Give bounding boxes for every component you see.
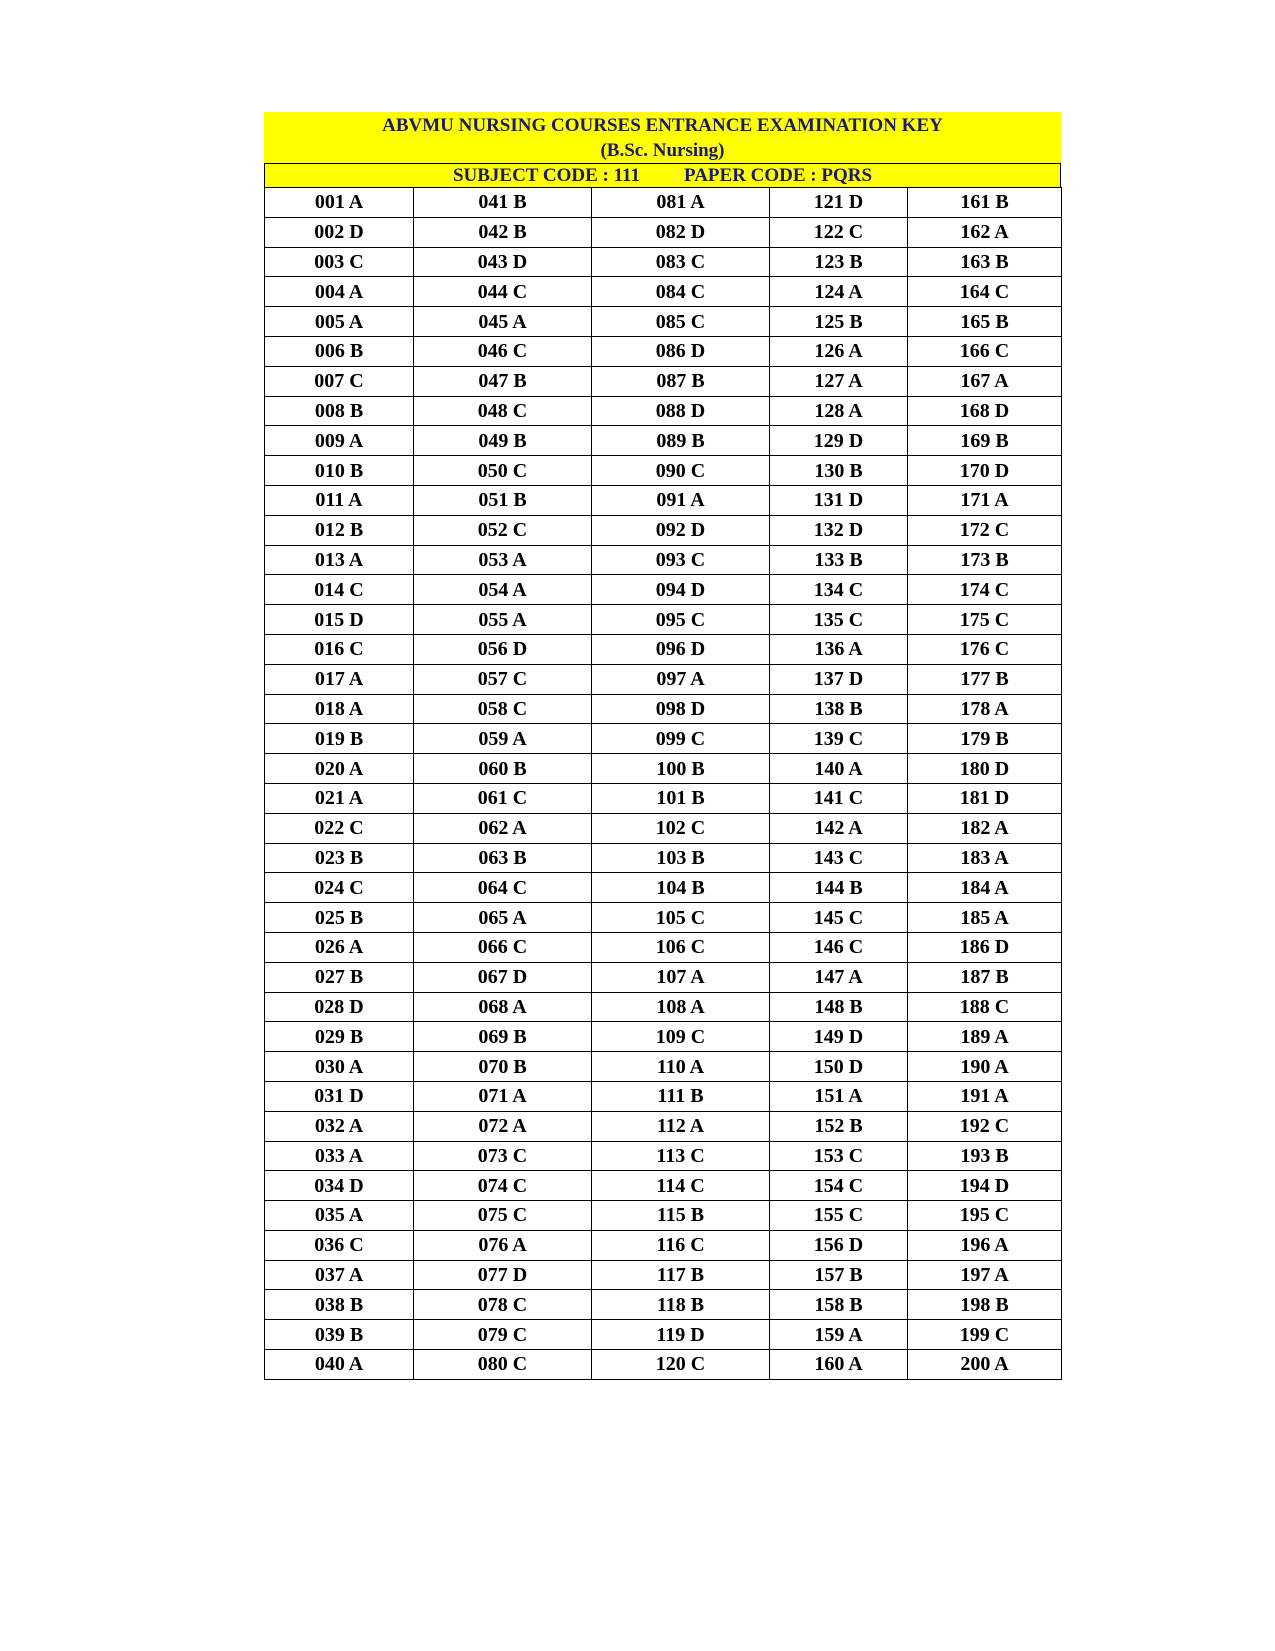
table-row [265, 277, 1062, 307]
answer-cell: 121 D [770, 188, 908, 218]
answer-cell: 016 C [265, 634, 414, 664]
answer-cell: 098 D [592, 694, 770, 724]
answer-cell: 079 C [414, 1320, 592, 1350]
answer-cell: 199 C [908, 1320, 1062, 1350]
answer-cell: 029 B [265, 1022, 414, 1052]
answer-cell: 062 A [414, 813, 592, 843]
answer-cell: 176 C [908, 634, 1062, 664]
answer-cell: 041 B [414, 188, 592, 218]
answer-cell: 085 C [592, 307, 770, 337]
answer-cell: 123 B [770, 247, 908, 277]
answer-cell: 145 C [770, 903, 908, 933]
answer-cell: 112 A [592, 1111, 770, 1141]
table-row [265, 1230, 1062, 1260]
table-row [265, 426, 1062, 456]
answer-cell: 052 C [414, 515, 592, 545]
answer-cell: 017 A [265, 664, 414, 694]
answer-cell: 161 B [908, 188, 1062, 218]
table-row [265, 754, 1062, 784]
answer-cell: 063 B [414, 843, 592, 873]
answer-cell: 110 A [592, 1052, 770, 1082]
table-row [265, 545, 1062, 575]
answer-cell: 095 C [592, 605, 770, 635]
answer-cell: 185 A [908, 903, 1062, 933]
subject-code: SUBJECT CODE : 111 [452, 165, 640, 186]
answer-cell: 134 C [770, 575, 908, 605]
answer-cell: 147 A [770, 962, 908, 992]
answer-cell: 045 A [414, 307, 592, 337]
table-row [265, 1260, 1062, 1290]
answer-cell: 135 C [770, 605, 908, 635]
answer-cell: 163 B [908, 247, 1062, 277]
table-row [265, 1320, 1062, 1350]
answer-cell: 033 A [265, 1141, 414, 1171]
answer-cell: 180 D [908, 754, 1062, 784]
table-row [265, 1201, 1062, 1231]
answer-cell: 073 C [414, 1141, 592, 1171]
answer-key-sheet [264, 112, 1061, 1380]
answer-cell: 024 C [265, 873, 414, 903]
answer-cell: 131 D [770, 485, 908, 515]
answer-cell: 039 B [265, 1320, 414, 1350]
answer-cell: 047 B [414, 366, 592, 396]
answer-cell: 128 A [770, 396, 908, 426]
answer-cell: 130 B [770, 456, 908, 486]
table-row [265, 366, 1062, 396]
answer-cell: 159 A [770, 1320, 908, 1350]
answer-cell: 003 C [265, 247, 414, 277]
answer-cell: 081 A [592, 188, 770, 218]
answer-cell: 055 A [414, 605, 592, 635]
answer-cell: 190 A [908, 1052, 1062, 1082]
answer-cell: 105 C [592, 903, 770, 933]
answer-cell: 152 B [770, 1111, 908, 1141]
answer-cell: 044 C [414, 277, 592, 307]
table-row [265, 1290, 1062, 1320]
answer-cell: 193 B [908, 1141, 1062, 1171]
answer-cell: 099 C [592, 724, 770, 754]
answer-cell: 051 B [414, 485, 592, 515]
answer-cell: 144 B [770, 873, 908, 903]
table-row [265, 575, 1062, 605]
answer-cell: 030 A [265, 1052, 414, 1082]
answer-cell: 014 C [265, 575, 414, 605]
answer-cell: 107 A [592, 962, 770, 992]
answer-cell: 013 A [265, 545, 414, 575]
answer-cell: 007 C [265, 366, 414, 396]
answer-cell: 168 D [908, 396, 1062, 426]
answer-cell: 146 C [770, 932, 908, 962]
answer-cell: 043 D [414, 247, 592, 277]
answer-cell: 189 A [908, 1022, 1062, 1052]
answer-cell: 087 B [592, 366, 770, 396]
answer-cell: 074 C [414, 1171, 592, 1201]
answer-cell: 155 C [770, 1201, 908, 1231]
codes-row [264, 163, 1061, 187]
answer-cell: 192 C [908, 1111, 1062, 1141]
answer-cell: 006 B [265, 336, 414, 366]
answer-cell: 186 D [908, 932, 1062, 962]
answer-cell: 004 A [265, 277, 414, 307]
answer-cell: 005 A [265, 307, 414, 337]
table-row [265, 932, 1062, 962]
answer-cell: 120 C [592, 1350, 770, 1380]
course-name: (B.Sc. Nursing) [600, 140, 725, 161]
table-row [265, 694, 1062, 724]
table-row [265, 1081, 1062, 1111]
answer-key-table [264, 187, 1062, 1380]
answer-cell: 036 C [265, 1230, 414, 1260]
answer-cell: 015 D [265, 605, 414, 635]
answer-cell: 027 B [265, 962, 414, 992]
table-row [265, 217, 1062, 247]
table-row [265, 1052, 1062, 1082]
answer-cell: 037 A [265, 1260, 414, 1290]
table-row [265, 873, 1062, 903]
answer-cell: 129 D [770, 426, 908, 456]
answer-cell: 067 D [414, 962, 592, 992]
table-row [265, 1171, 1062, 1201]
answer-cell: 054 A [414, 575, 592, 605]
answer-cell: 023 B [265, 843, 414, 873]
table-row [265, 992, 1062, 1022]
answer-cell: 091 A [592, 485, 770, 515]
answer-cell: 034 D [265, 1171, 414, 1201]
answer-cell: 136 A [770, 634, 908, 664]
answer-cell: 028 D [265, 992, 414, 1022]
answer-cell: 068 A [414, 992, 592, 1022]
paper-code: PAPER CODE : PQRS [684, 165, 873, 186]
answer-cell: 162 A [908, 217, 1062, 247]
answer-cell: 113 C [592, 1141, 770, 1171]
answer-cell: 179 B [908, 724, 1062, 754]
table-row [265, 783, 1062, 813]
answer-cell: 137 D [770, 664, 908, 694]
table-row [265, 485, 1062, 515]
answer-cell: 066 C [414, 932, 592, 962]
answer-cell: 100 B [592, 754, 770, 784]
answer-cell: 001 A [265, 188, 414, 218]
answer-cell: 092 D [592, 515, 770, 545]
answer-cell: 008 B [265, 396, 414, 426]
answer-cell: 117 B [592, 1260, 770, 1290]
answer-cell: 040 A [265, 1350, 414, 1380]
answer-cell: 148 B [770, 992, 908, 1022]
answer-cell: 138 B [770, 694, 908, 724]
answer-cell: 175 C [908, 605, 1062, 635]
answer-cell: 094 D [592, 575, 770, 605]
answer-cell: 075 C [414, 1201, 592, 1231]
answer-cell: 108 A [592, 992, 770, 1022]
answer-cell: 104 B [592, 873, 770, 903]
answer-cell: 184 A [908, 873, 1062, 903]
table-row [265, 456, 1062, 486]
answer-cell: 083 C [592, 247, 770, 277]
answer-cell: 021 A [265, 783, 414, 813]
answer-cell: 142 A [770, 813, 908, 843]
answer-cell: 032 A [265, 1111, 414, 1141]
answer-cell: 101 B [592, 783, 770, 813]
answer-cell: 025 B [265, 903, 414, 933]
answer-cell: 182 A [908, 813, 1062, 843]
answer-cell: 140 A [770, 754, 908, 784]
answer-cell: 018 A [265, 694, 414, 724]
answer-cell: 048 C [414, 396, 592, 426]
answer-cell: 181 D [908, 783, 1062, 813]
answer-cell: 197 A [908, 1260, 1062, 1290]
answer-cell: 038 B [265, 1290, 414, 1320]
answer-cell: 096 D [592, 634, 770, 664]
answer-cell: 183 A [908, 843, 1062, 873]
answer-cell: 171 A [908, 485, 1062, 515]
answer-cell: 057 C [414, 664, 592, 694]
answer-cell: 172 C [908, 515, 1062, 545]
table-row [265, 664, 1062, 694]
answer-cell: 106 C [592, 932, 770, 962]
header-banner [264, 112, 1061, 163]
answer-cell: 103 B [592, 843, 770, 873]
answer-cell: 126 A [770, 336, 908, 366]
table-row [265, 336, 1062, 366]
answer-cell: 042 B [414, 217, 592, 247]
answer-cell: 010 B [265, 456, 414, 486]
table-row [265, 307, 1062, 337]
table-row [265, 1022, 1062, 1052]
table-row [265, 1141, 1062, 1171]
answer-cell: 031 D [265, 1081, 414, 1111]
answer-cell: 154 C [770, 1171, 908, 1201]
answer-cell: 080 C [414, 1350, 592, 1380]
table-row [265, 1350, 1062, 1380]
answer-cell: 049 B [414, 426, 592, 456]
answer-key-body [265, 188, 1062, 1380]
answer-cell: 198 B [908, 1290, 1062, 1320]
answer-cell: 187 B [908, 962, 1062, 992]
answer-cell: 149 D [770, 1022, 908, 1052]
answer-cell: 167 A [908, 366, 1062, 396]
answer-cell: 019 B [265, 724, 414, 754]
answer-cell: 116 C [592, 1230, 770, 1260]
answer-cell: 069 B [414, 1022, 592, 1052]
answer-cell: 082 D [592, 217, 770, 247]
answer-cell: 118 B [592, 1290, 770, 1320]
answer-cell: 156 D [770, 1230, 908, 1260]
page-title: ABVMU NURSING COURSES ENTRANCE EXAMINATION KEY [382, 115, 943, 136]
answer-cell: 009 A [265, 426, 414, 456]
table-row [265, 634, 1062, 664]
answer-cell: 115 B [592, 1201, 770, 1231]
answer-cell: 124 A [770, 277, 908, 307]
table-row [265, 724, 1062, 754]
answer-cell: 127 A [770, 366, 908, 396]
answer-cell: 160 A [770, 1350, 908, 1380]
table-row [265, 843, 1062, 873]
table-row [265, 962, 1062, 992]
answer-cell: 177 B [908, 664, 1062, 694]
answer-cell: 143 C [770, 843, 908, 873]
table-row [265, 903, 1062, 933]
answer-cell: 053 A [414, 545, 592, 575]
table-row [265, 605, 1062, 635]
answer-cell: 194 D [908, 1171, 1062, 1201]
answer-cell: 078 C [414, 1290, 592, 1320]
table-row [265, 515, 1062, 545]
answer-cell: 077 D [414, 1260, 592, 1290]
answer-cell: 114 C [592, 1171, 770, 1201]
answer-cell: 056 D [414, 634, 592, 664]
answer-cell: 026 A [265, 932, 414, 962]
table-row [265, 813, 1062, 843]
answer-cell: 046 C [414, 336, 592, 366]
answer-cell: 188 C [908, 992, 1062, 1022]
answer-cell: 102 C [592, 813, 770, 843]
answer-cell: 093 C [592, 545, 770, 575]
answer-cell: 191 A [908, 1081, 1062, 1111]
answer-cell: 195 C [908, 1201, 1062, 1231]
answer-cell: 166 C [908, 336, 1062, 366]
answer-cell: 071 A [414, 1081, 592, 1111]
table-row [265, 396, 1062, 426]
answer-cell: 002 D [265, 217, 414, 247]
answer-cell: 059 A [414, 724, 592, 754]
answer-cell: 090 C [592, 456, 770, 486]
answer-cell: 109 C [592, 1022, 770, 1052]
answer-cell: 070 B [414, 1052, 592, 1082]
answer-cell: 122 C [770, 217, 908, 247]
answer-cell: 150 D [770, 1052, 908, 1082]
answer-cell: 011 A [265, 485, 414, 515]
answer-cell: 173 B [908, 545, 1062, 575]
answer-cell: 097 A [592, 664, 770, 694]
answer-cell: 111 B [592, 1081, 770, 1111]
answer-cell: 072 A [414, 1111, 592, 1141]
answer-cell: 151 A [770, 1081, 908, 1111]
table-row [265, 247, 1062, 277]
answer-cell: 058 C [414, 694, 592, 724]
answer-cell: 088 D [592, 396, 770, 426]
answer-cell: 157 B [770, 1260, 908, 1290]
answer-cell: 196 A [908, 1230, 1062, 1260]
answer-cell: 060 B [414, 754, 592, 784]
answer-cell: 139 C [770, 724, 908, 754]
answer-cell: 164 C [908, 277, 1062, 307]
answer-cell: 061 C [414, 783, 592, 813]
table-row [265, 188, 1062, 218]
answer-cell: 084 C [592, 277, 770, 307]
answer-cell: 012 B [265, 515, 414, 545]
answer-cell: 174 C [908, 575, 1062, 605]
answer-cell: 178 A [908, 694, 1062, 724]
answer-cell: 153 C [770, 1141, 908, 1171]
answer-cell: 133 B [770, 545, 908, 575]
answer-cell: 089 B [592, 426, 770, 456]
answer-cell: 119 D [592, 1320, 770, 1350]
answer-cell: 132 D [770, 515, 908, 545]
answer-cell: 200 A [908, 1350, 1062, 1380]
answer-cell: 158 B [770, 1290, 908, 1320]
answer-cell: 086 D [592, 336, 770, 366]
answer-cell: 064 C [414, 873, 592, 903]
answer-cell: 035 A [265, 1201, 414, 1231]
answer-cell: 165 B [908, 307, 1062, 337]
answer-cell: 141 C [770, 783, 908, 813]
answer-cell: 125 B [770, 307, 908, 337]
answer-cell: 020 A [265, 754, 414, 784]
answer-cell: 022 C [265, 813, 414, 843]
answer-cell: 065 A [414, 903, 592, 933]
answer-cell: 050 C [414, 456, 592, 486]
answer-cell: 169 B [908, 426, 1062, 456]
table-row [265, 1111, 1062, 1141]
answer-cell: 170 D [908, 456, 1062, 486]
answer-cell: 076 A [414, 1230, 592, 1260]
